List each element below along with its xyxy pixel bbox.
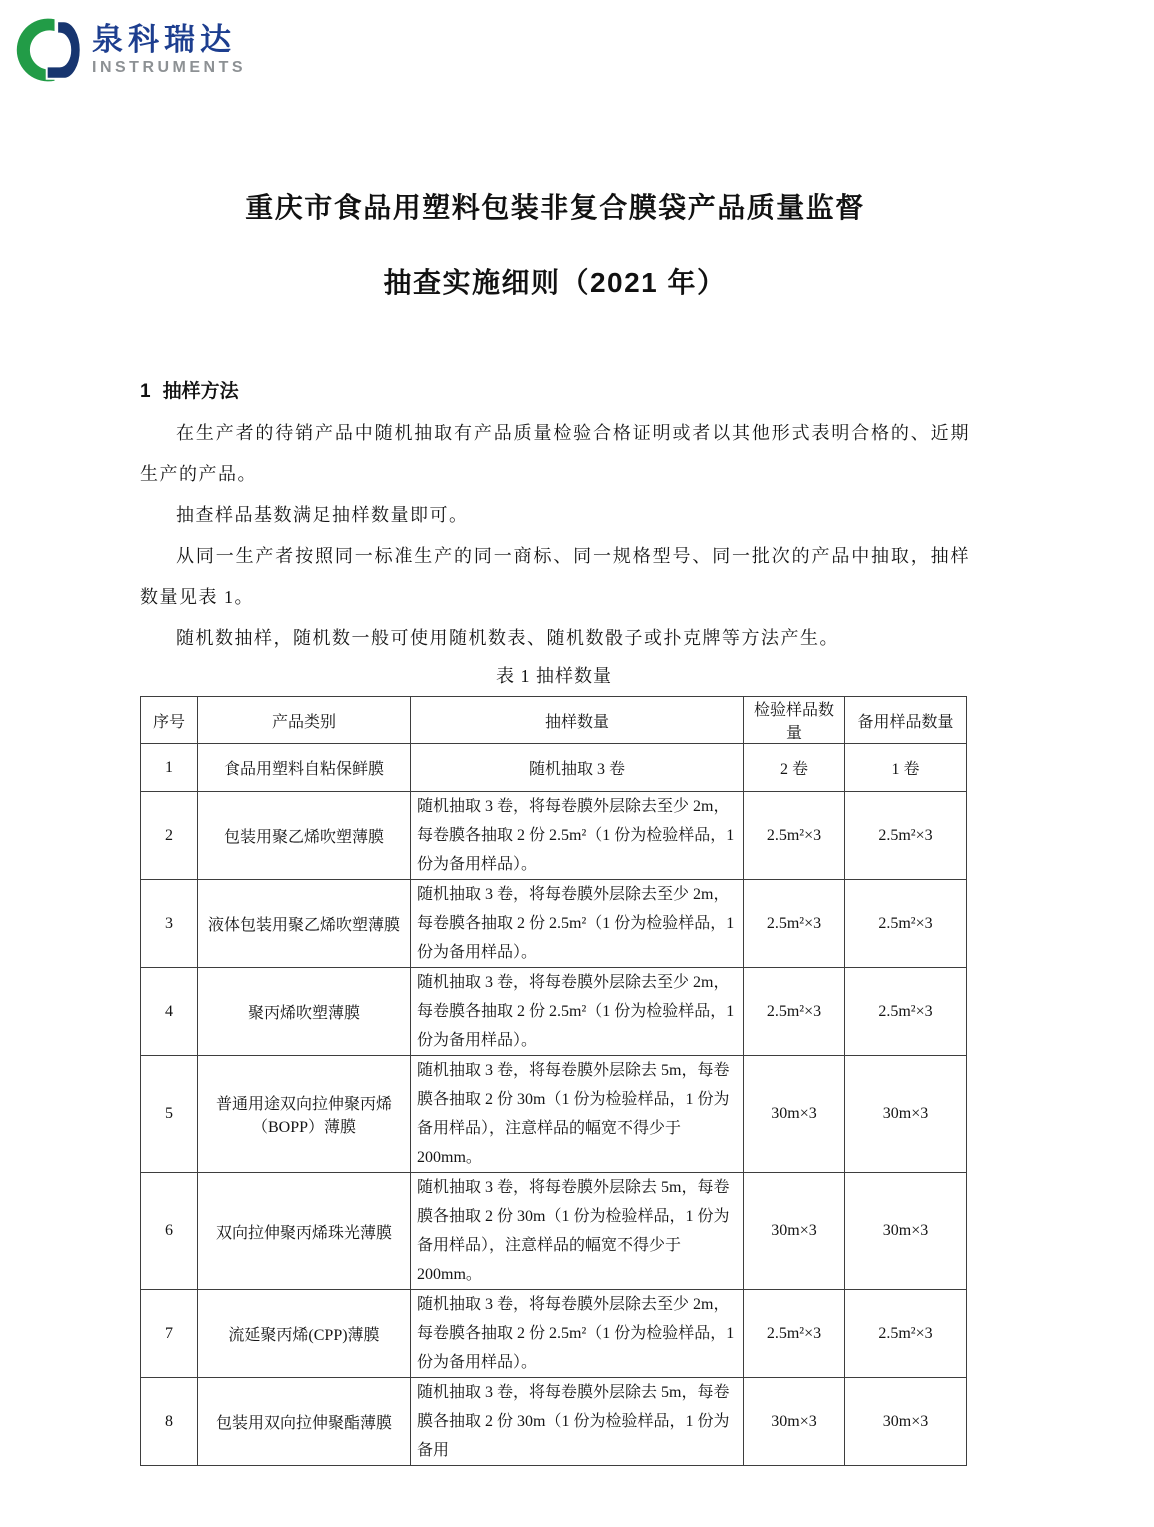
brand-name-en: INSTRUMENTS (92, 59, 247, 76)
cell-category: 双向拉伸聚丙烯珠光薄膜 (198, 1173, 411, 1290)
cell-backup-qty: 30m×3 (845, 1056, 967, 1173)
cell-no: 1 (141, 744, 198, 792)
cell-method: 随机抽取 3 卷 (411, 744, 744, 792)
table-row (141, 792, 967, 880)
cell-category: 包装用聚乙烯吹塑薄膜 (198, 792, 411, 880)
table-row (141, 1056, 967, 1173)
paragraph-2: 抽查样品基数满足抽样数量即可。 (176, 505, 469, 525)
sampling-quantity-table (140, 696, 967, 1466)
paragraph-1: 在生产者的待销产品中随机抽取有产品质量检验合格证明或者以其他形式表明合格的、近期生产的产品。 (140, 423, 970, 484)
cell-no: 5 (141, 1056, 198, 1173)
cell-method: 随机抽取 3 卷，将每卷膜外层除去 5m，每卷膜各抽取 2 份 30m（1 份为检验样品，1 份为备用样品），注意样品的幅宽不得少于 200mm。 (411, 1173, 744, 1290)
table-row (141, 744, 967, 792)
table-row (141, 880, 967, 968)
section-1-title: 抽样方法 (162, 381, 239, 402)
header-category: 产品类别 (198, 697, 411, 744)
cell-test-qty: 2.5m²×3 (744, 968, 845, 1056)
header-test-qty: 检验样品数量 (744, 697, 845, 744)
cell-method: 随机抽取 3 卷，将每卷膜外层除去至少 2m，每卷膜各抽取 2 份 2.5m²（1 份为检验样品，1 份为备用样品）。 (411, 880, 744, 968)
section-1-heading (140, 376, 239, 403)
cell-backup-qty: 2.5m²×3 (845, 880, 967, 968)
cell-method: 随机抽取 3 卷，将每卷膜外层除去 5m，每卷膜各抽取 2 份 30m（1 份为检验样品，1 份为备用 (411, 1378, 744, 1466)
cell-method: 随机抽取 3 卷，将每卷膜外层除去至少 2m，每卷膜各抽取 2 份 2.5m²（1 份为检验样品，1 份为备用样品）。 (411, 968, 744, 1056)
table-row (141, 1290, 967, 1378)
cell-no: 8 (141, 1378, 198, 1466)
cell-backup-qty: 2.5m²×3 (845, 792, 967, 880)
cell-test-qty: 30m×3 (744, 1378, 845, 1466)
cell-method: 随机抽取 3 卷，将每卷膜外层除去 5m，每卷膜各抽取 2 份 30m（1 份为检验样品，1 份为备用样品），注意样品的幅宽不得少于 200mm。 (411, 1056, 744, 1173)
company-logo (14, 16, 246, 84)
cell-backup-qty: 2.5m²×3 (845, 968, 967, 1056)
table-header-row (141, 697, 967, 744)
cell-no: 3 (141, 880, 198, 968)
section-1-number: 1 (140, 381, 151, 402)
cell-category: 食品用塑料自粘保鲜膜 (198, 744, 411, 792)
cell-test-qty: 2.5m²×3 (744, 792, 845, 880)
cell-category: 包装用双向拉伸聚酯薄膜 (198, 1378, 411, 1466)
cell-category: 流延聚丙烯(CPP)薄膜 (198, 1290, 411, 1378)
cell-test-qty: 30m×3 (744, 1056, 845, 1173)
cell-method: 随机抽取 3 卷，将每卷膜外层除去至少 2m，每卷膜各抽取 2 份 2.5m²（1 份为检验样品，1 份为备用样品）。 (411, 1290, 744, 1378)
cell-test-qty: 2 卷 (744, 744, 845, 792)
cell-test-qty: 2.5m²×3 (744, 1290, 845, 1378)
paragraph-3: 从同一生产者按照同一标准生产的同一商标、同一规格型号、同一批次的产品中抽取，抽样数量见表 1。 (140, 546, 970, 607)
doc-title-line2: 抽查实施细则（2021 年） (383, 267, 727, 298)
cell-backup-qty: 1 卷 (845, 744, 967, 792)
cell-backup-qty: 30m×3 (845, 1378, 967, 1466)
header-method: 抽样数量 (411, 697, 744, 744)
body-text (140, 413, 970, 659)
cell-test-qty: 2.5m²×3 (744, 880, 845, 968)
brand-name-cn: 泉科瑞达 (92, 22, 236, 57)
cell-no: 6 (141, 1173, 198, 1290)
cell-backup-qty: 30m×3 (845, 1173, 967, 1290)
cell-method: 随机抽取 3 卷，将每卷膜外层除去至少 2m，每卷膜各抽取 2 份 2.5m²（1 份为检验样品，1 份为备用样品）。 (411, 792, 744, 880)
logo-mark-icon (14, 16, 82, 84)
table-caption: 表 1 抽样数量 (496, 666, 612, 686)
cell-category: 普通用途双向拉伸聚丙烯（BOPP）薄膜 (198, 1056, 411, 1173)
cell-category: 液体包装用聚乙烯吹塑薄膜 (198, 880, 411, 968)
cell-category: 聚丙烯吹塑薄膜 (198, 968, 411, 1056)
cell-no: 2 (141, 792, 198, 880)
cell-no: 7 (141, 1290, 198, 1378)
table-row (141, 968, 967, 1056)
paragraph-4: 随机数抽样，随机数一般可使用随机数表、随机数骰子或扑克牌等方法产生。 (176, 628, 839, 648)
table-row (141, 1378, 967, 1466)
doc-title-line1: 重庆市食品用塑料包装非复合膜袋产品质量监督 (245, 192, 865, 223)
table-row (141, 1173, 967, 1290)
logo-text (92, 23, 246, 77)
cell-backup-qty: 2.5m²×3 (845, 1290, 967, 1378)
cell-test-qty: 30m×3 (744, 1173, 845, 1290)
header-backup-qty: 备用样品数量 (845, 697, 967, 744)
header-no: 序号 (141, 697, 198, 744)
cell-no: 4 (141, 968, 198, 1056)
